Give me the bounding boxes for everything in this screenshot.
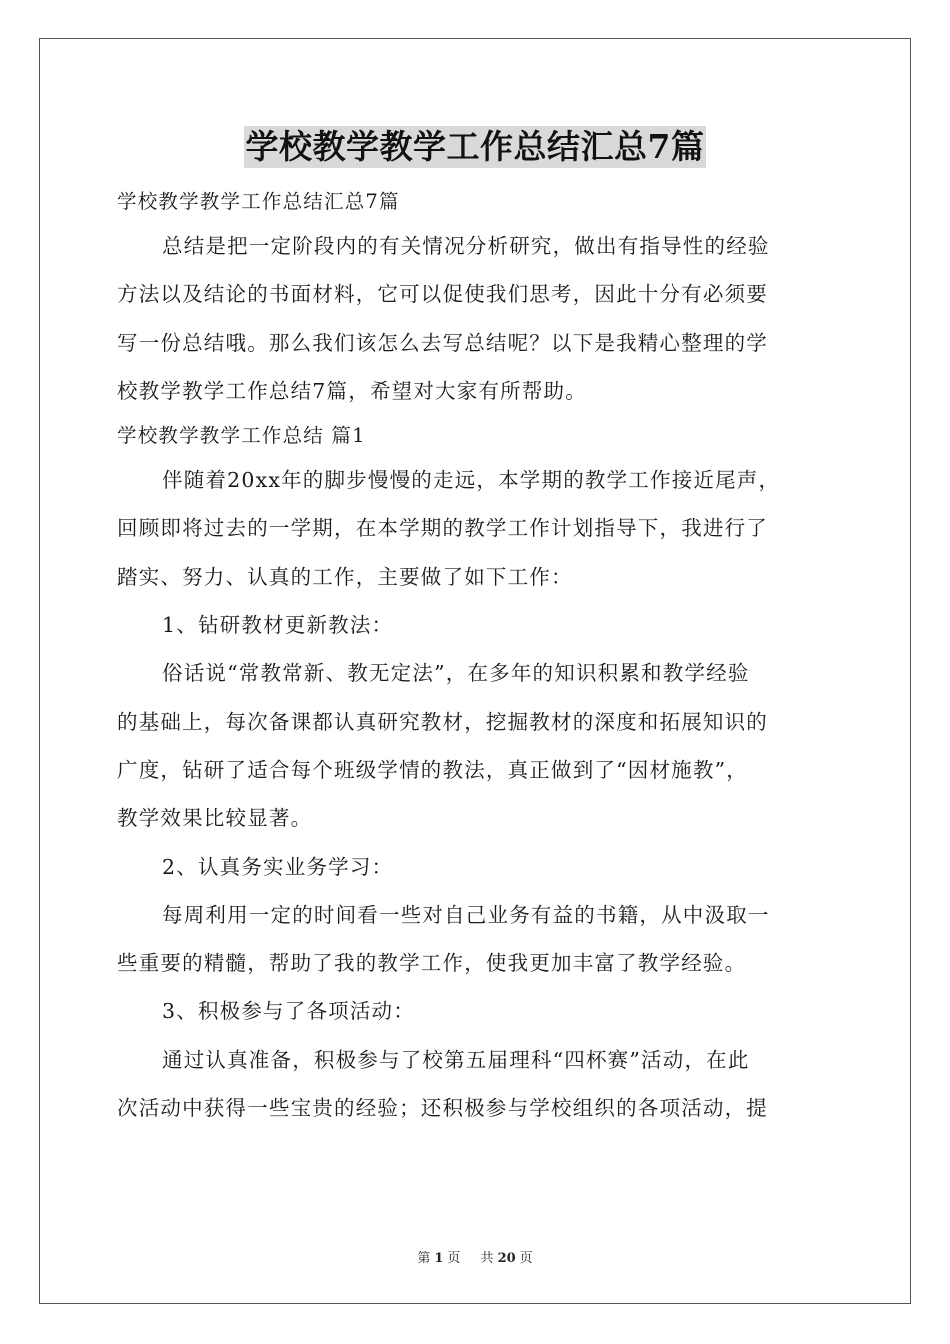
list-heading: 2、认真务实业务学习：	[162, 854, 394, 879]
paragraph-line: 广度，钻研了适合每个班级学情的教法，真正做到了“因材施教”，	[117, 757, 748, 782]
paragraph-line: 伴随着20xx年的脚步慢慢的走远，本学期的教学工作接近尾声，	[162, 468, 781, 493]
page-label-prefix: 第	[417, 1251, 431, 1266]
document-title: 学校教学教学工作总结汇总7篇	[245, 127, 705, 166]
paragraph-line: 次活动中获得一些宝贵的经验；还积极参与学校组织的各项活动，提	[117, 1096, 768, 1121]
paragraph-line: 教学效果比较显著。	[117, 806, 313, 831]
total-label-prefix: 共	[480, 1251, 494, 1266]
paragraph-line: 写一份总结哦。那么我们该怎么去写总结呢？以下是我精心整理的学	[117, 330, 768, 355]
page-number: 1	[434, 1251, 444, 1266]
page-footer	[0, 1247, 950, 1266]
paragraph-line: 通过认真准备，积极参与了校第五届理科“四杯赛”活动，在此	[162, 1047, 750, 1072]
total-label-suffix: 页	[519, 1251, 533, 1266]
list-heading: 3、积极参与了各项活动：	[162, 999, 415, 1024]
paragraph-line: 回顾即将过去的一学期，在本学期的教学工作计划指导下，我进行了	[117, 516, 768, 541]
paragraph-line: 的基础上，每次备课都认真研究教材，挖掘教材的深度和拓展知识的	[117, 709, 768, 734]
paragraph-line: 总结是把一定阶段内的有关情况分析研究，做出有指导性的经验	[162, 234, 770, 258]
paragraph-line: 方法以及结论的书面材料，它可以促使我们思考，因此十分有必须要	[117, 282, 768, 307]
paragraph-line: 每周利用一定的时间看一些对自己业务有益的书籍，从中汲取一	[162, 902, 770, 927]
paragraph-line: 校教学教学工作总结7篇，希望对大家有所帮助。	[117, 378, 587, 403]
list-heading: 1、钻研教材更新教法：	[162, 613, 394, 638]
total-pages: 20	[497, 1251, 516, 1266]
title-container	[0, 126, 950, 168]
page-label-suffix: 页	[447, 1251, 461, 1266]
paragraph-line: 些重要的精髓，帮助了我的教学工作，使我更加丰富了教学经验。	[117, 951, 747, 976]
paragraph-line: 踏实、努力、认真的工作，主要做了如下工作：	[117, 564, 573, 589]
page-indicator	[413, 1251, 464, 1266]
paragraph-line: 俗话说“常教常新、教无定法”，在多年的知识积累和教学经验	[162, 661, 750, 686]
subtitle-line: 学校教学教学工作总结汇总7篇	[117, 190, 400, 213]
section-heading: 学校教学教学工作总结 篇1	[117, 424, 366, 448]
document-body	[117, 181, 839, 1132]
total-pages-indicator	[477, 1251, 537, 1266]
